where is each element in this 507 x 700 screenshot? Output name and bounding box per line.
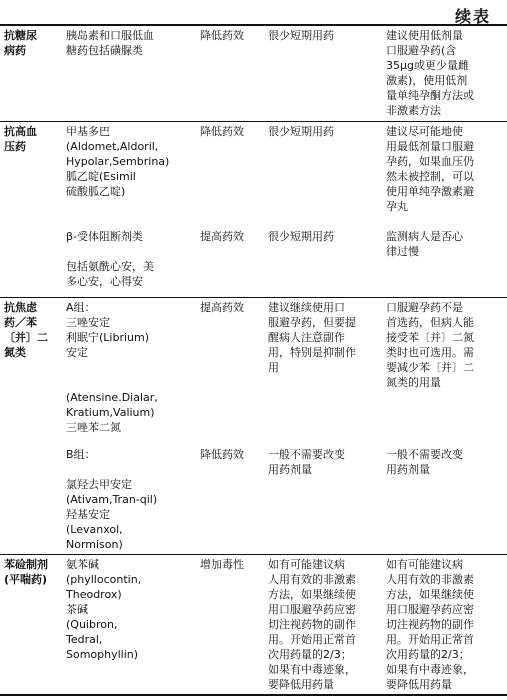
oc-advice-cell: 如有可能建议病 人用有效的非激素 方法，如果继续使 用口服避孕药应密 切注视药物的副作 用。开始用正常首 次用药量的2/3； 如果有中毒迹象， 要降低用药量	[264, 555, 382, 696]
effect-cell: 降低药效	[200, 448, 244, 461]
recommendation-cell: 如有可能建议病 人用有效的非激素 方法，如果继续使 用口服避孕药应密 切注视药物的副作 用。开始用正常首 次用药量的2/3； 如果有中毒迹象， 要降低用药量	[382, 555, 507, 696]
oc-advice-cell: 很少短期用药	[264, 121, 382, 227]
table-row	[0, 555, 507, 696]
effect-cell: 提高药效	[200, 230, 244, 243]
drug-cell: 甲基多巴 (Aldomet,Aldoril, Hypolar,Sembrina) 胍乙啶(Esimil 硫酸胍乙啶)	[62, 121, 198, 227]
effect-cell: 降低药效	[198, 121, 264, 227]
effect-cell: 提高药效	[198, 297, 264, 445]
recommendation-cell: 建议使用低剂量 口服避孕药(含 35μg或更少量雌 激素)，使用低剂 量单纯孕酮方法或 非激素方法	[382, 25, 507, 121]
table-row	[0, 445, 507, 555]
oc-advice-cell: 建议继续使用口 服避孕药，但要提 醒病人注意副作 用，特别是抑制作 用	[264, 297, 382, 445]
recommendation-cell: 口服避孕药不是 首选药，但病人能 接受苯〔并〕二氮 类时也可选用。需 要减少苯〔并〕二 氮类的用量	[382, 297, 507, 445]
oc-advice-cell: 一般不需要改变 用药剂量	[268, 448, 345, 476]
table-row	[0, 227, 507, 297]
category-cell: 苯硷制剂 (平喘药)	[0, 555, 62, 696]
effect-cell: 降低药效	[198, 25, 264, 121]
drug-cell: 氨苯碱 (phyllocontin, Theodrox) 茶碱 (Quibron, Tedral, Somophyllin)	[62, 555, 198, 696]
oc-advice-cell: 很少短期用药	[268, 230, 334, 243]
table-row	[0, 297, 507, 445]
category-cell	[0, 445, 62, 555]
continued-table-label: 续表	[454, 7, 491, 26]
effect-cell: 增加毒性	[198, 555, 264, 696]
category-cell: 抗焦虑 药／苯 〔并〕二 氮类	[0, 297, 62, 445]
drug-interaction-table	[0, 24, 507, 696]
recommendation-cell: 监测病人是否心 律过慢	[386, 230, 463, 258]
recommendation-cell: 一般不需要改变 用药剂量	[386, 448, 463, 476]
table-row	[0, 121, 507, 227]
recommendation-cell: 建议尽可能地使 用最低剂量口服避 孕药，如果血压仍 然未被控制，可以 使用单纯孕激素避 孕丸	[382, 121, 507, 227]
category-cell	[0, 227, 62, 297]
drug-cell: A组： 三唑安定 利眠宁(Librium) 安定 (Atensine.Dialar, Kratium,Valium) 三唑苯二氮	[62, 297, 198, 445]
oc-advice-cell: 很少短期用药	[264, 25, 382, 121]
drug-cell: B组： 氯羟去甲安定 (Ativam,Tran-qil) 羟基安定 (Levanxol, Normison)	[66, 448, 158, 551]
category-cell: 抗糖尿 病药	[0, 25, 62, 121]
drug-cell: 胰岛素和口服低血 糖药包括磺脲类	[62, 25, 198, 121]
category-cell: 抗高血 压药	[0, 121, 62, 227]
drug-cell: β-受体阻断剂类 包括氨酰心安，美 多心安，心得安	[66, 230, 154, 288]
table-row	[0, 25, 507, 121]
